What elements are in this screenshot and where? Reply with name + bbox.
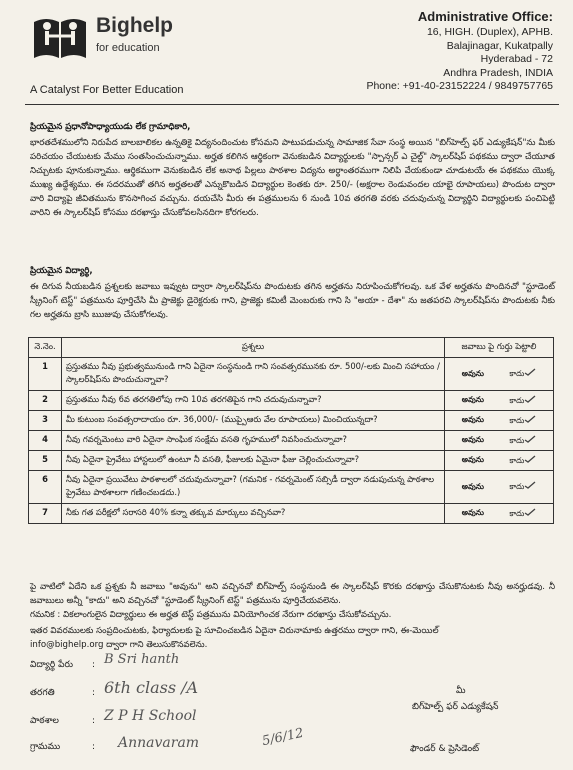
signoff-organization: బిగ్‌హెల్ప్ ఫర్ ఎడ్యుకేషన్	[412, 702, 499, 712]
table-row	[29, 391, 554, 411]
question-text: నీవు గవర్నమెంటు వారి ఏదైనా సాంఘిక సంక్షేమ వసతి గృహములో నివసించుచున్నావా?	[62, 431, 445, 451]
eligibility-table	[28, 337, 554, 524]
office-line: Hyderabad - 72	[480, 53, 553, 65]
table-row	[29, 504, 554, 524]
question-number: 4	[29, 431, 62, 451]
answer-options	[449, 455, 549, 467]
answer-no-option[interactable]	[509, 481, 536, 493]
answer-yes-option[interactable]: అవును	[461, 481, 484, 491]
email-line: info@bighelp.org ద్వారా గాని తెలుసుకొనవలెను.	[30, 640, 208, 650]
answer-options	[449, 395, 549, 407]
village-colon: :	[92, 742, 96, 752]
answer-no-label: కాదు	[509, 369, 525, 378]
answer-no-label: కాదు	[509, 415, 525, 425]
school-colon: :	[92, 716, 96, 726]
answer-no-option[interactable]	[509, 395, 536, 407]
answer-options	[449, 368, 549, 380]
checkmark-icon	[524, 481, 536, 489]
office-line: 16, HIGH. (Duplex), APHB.	[426, 26, 553, 38]
office-title: Administrative Office:	[417, 9, 553, 24]
class-colon: :	[92, 688, 96, 698]
note-text: గమనిక : వికలాంగులైన విద్యార్థులు ఈ అర్హత టెస్ట్ పత్రమును వినియోగించక నేరుగా దరఖాస్తు చేసుకోవచ్చును.	[30, 610, 392, 620]
table-row	[29, 431, 554, 451]
answer-cell	[445, 504, 554, 524]
checkmark-icon	[524, 368, 536, 376]
checkmark-icon	[524, 508, 536, 516]
answer-yes-option[interactable]: అవును	[461, 415, 484, 424]
answer-yes-option[interactable]: అవును	[461, 368, 484, 378]
contact-paragraph: ఇతర వివరములకు సంప్రదించుటకు, ఫిర్యాదులకు పై సూచించబడిన ఏదైనా చిరునామాకు ఉత్తరము ద్వారా గాని, ఈ-మెయిల్	[30, 626, 439, 636]
answer-cell	[445, 471, 554, 504]
checkmark-icon	[524, 395, 536, 403]
village-label: గ్రామము	[30, 742, 61, 752]
header-divider	[25, 104, 559, 105]
table-header-row	[29, 338, 554, 358]
signoff-yours: మీ	[456, 686, 466, 696]
village-field[interactable]: Annavaram	[118, 735, 200, 751]
answer-cell	[445, 391, 554, 411]
date-field[interactable]: 5/6/12	[260, 725, 305, 750]
answer-no-option[interactable]	[509, 368, 536, 380]
signoff-title: ఫౌండర్ & ప్రెసిడెంట్	[410, 744, 480, 754]
office-line: Andhra Pradesh, INDIA	[443, 66, 553, 79]
eligibility-instruction: పై వాటిలో ఏదేని ఒక ప్రశ్నకు నీ జవాబు "అవును" అని వచ్చినచో బిగ్‌హెల్ప్ సంస్థనుండి ఈ స్కాలర్‌షిప్ కొరకు దరఖాస్తు చేసుకొనుటకు నీవు అనర్హుడవు. నీ జవాబులు అన్నీ "కాదు" అని వచ్చినచో "స్టూడెంట్ స్క్రీనింగ్ టెస్ట్" పత్రమును పూర్తిచేయవలెను.	[30, 582, 555, 606]
brand-name: Bighelp	[96, 14, 173, 37]
question-number: 5	[29, 451, 62, 471]
answer-options	[449, 435, 549, 447]
question-number: 2	[29, 391, 62, 411]
answer-cell	[445, 431, 554, 451]
answer-no-label: కాదు	[509, 395, 525, 405]
answer-yes-option[interactable]: అవును	[461, 508, 484, 517]
answer-no-option[interactable]	[509, 508, 536, 520]
answer-options	[449, 415, 549, 427]
bighelp-logo-icon	[30, 12, 90, 62]
checkmark-icon	[524, 435, 536, 443]
class-label: తరగతి	[30, 688, 55, 698]
question-text: ప్రస్తుతము నీవు ప్రభుత్వమునుండి గాని ఏదైనా సంస్థనుండి గాని సంవత్సరమునకు రూ. 500/-లకు మించి సహాయం / స్కాలర్‌షిప్‌ను పొందుచున్నావా?	[62, 358, 445, 391]
answer-no-option[interactable]	[509, 455, 536, 467]
question-text: నీవు ఏదైనా ప్రైవేటు హాస్టలులో ఉంటూ నీ వసతి, ఫీజులకు ఏమైనా ఫీజు చెల్లించుచున్నావా?	[62, 451, 445, 471]
answer-no-label: కాదు	[509, 435, 525, 445]
office-address	[366, 8, 553, 94]
answer-cell	[445, 451, 554, 471]
question-number: 3	[29, 411, 62, 431]
answer-yes-option[interactable]: అవును	[461, 455, 484, 464]
answer-no-option[interactable]	[509, 435, 536, 447]
answer-no-label: కాదు	[509, 482, 525, 491]
question-number: 6	[29, 471, 62, 504]
question-number: 7	[29, 504, 62, 524]
student-paragraph: ఈ దిగువ నీయబడిన ప్రశ్నలకు జవాబు ఇవ్వుట ద్వారా స్కాలర్‌షిప్‌ను పొందుటకు తగిన అర్హతను నిరూపించుకోగలవు. ఒక వేళ అర్హతను పొందినచో "స్టూడెంట్ స్క్రీనింగ్ టెస్ట్" పత్రమును పూర్తిచేసి మీ ప్రాజెక్టు డైరెక్టరుకు గాని, ప్రాజెక్టు కమిటీ మెంబరుకు గాని సి "అయా - దేశా" ను జతపరచి స్కాలర్‌షిప్‌ను పొందుటకు నీకు గల అర్హతను బ్రాసి ఋజువు చేసుకోగలవు.	[30, 282, 555, 320]
name-colon: :	[92, 660, 96, 670]
question-text: మీ కుటుంబ సంవత్సరాదాయం రూ. 36,000/- (ముప్పైఆరు వేల రూపాయలు) మించియున్నదా?	[62, 411, 445, 431]
table-row	[29, 451, 554, 471]
school-field[interactable]: Z P H School	[104, 708, 197, 724]
question-number: 1	[29, 358, 62, 391]
salutation-student: ప్రియమైన విద్యార్థి,	[30, 266, 93, 276]
question-text: ప్రస్తుతము నీవు 6వ తరగతిలోపు గాని 10వ తరగతిపైన గాని చదువుచున్నావా?	[62, 391, 445, 411]
answer-yes-option[interactable]: అవును	[461, 395, 484, 404]
class-field[interactable]: 6th class /A	[104, 678, 199, 697]
answer-options	[449, 508, 549, 520]
brand-subtitle: for education	[96, 42, 160, 54]
table-row	[29, 358, 554, 391]
checkmark-icon	[524, 455, 536, 463]
name-label: విద్యార్థి పేరు	[30, 660, 73, 670]
office-line: Balajinagar, Kukatpally	[446, 39, 553, 52]
answer-cell	[445, 358, 554, 391]
answer-no-label: కాదు	[509, 455, 525, 465]
table-row	[29, 471, 554, 504]
checkmark-icon	[524, 415, 536, 423]
answer-yes-option[interactable]: అవును	[461, 435, 484, 444]
office-phone: Phone: +91-40-23152224 / 9849757765	[366, 80, 553, 92]
col-header-answer: జవాబు పై గుర్తు పెట్టాలి	[445, 338, 554, 358]
table-row	[29, 411, 554, 431]
question-text: నీవు ఏదైనా ప్రయివేటు పాఠశాలలో చదువుచున్నావా? (గమనిక - గవర్నమెంట్ సబ్సిడీ ద్వారా నడుపుచున్న పాఠశాల ప్రైవేటు పాఠశాలగా గణించబడదు.)	[62, 471, 445, 504]
question-text: నీకు గత పరీక్షలో సరాసరి 40% కన్నా తక్కువ మార్కులు వచ్చినవా?	[62, 504, 445, 524]
answer-cell	[445, 411, 554, 431]
col-header-number: నె.నెం.	[29, 338, 62, 358]
tagline: A Catalyst For Better Education	[30, 84, 184, 96]
answer-no-option[interactable]	[509, 415, 536, 427]
school-label: పాఠశాల	[30, 716, 59, 726]
salutation-headmaster: ప్రియమైన ప్రధానోపాధ్యాయుడు లేక గ్రామాధికారి,	[30, 122, 191, 132]
intro-paragraph: భారతదేశములోని నిరుపేద బాలబాలికల ఉన్నతికై విద్యనందించుట కోసమని పాటుపడుచున్న సామాజిక సేవా సంస్థ అయిన "బిగ్‌హెల్ప్ ఫర్ ఎడ్యుకేషన్"ను మీకు పరిచయం చేయుటకు మేము సంతసించుచున్నాము. అర్హత కలిగిన ఆర్థికంగా వెనుకబడిన విద్యార్థులకు "స్పాన్సర్ ఎ చైల్డ్" స్కాలర్‌షిప్ పథకము ద్వారా చేయూత నిచ్చుటకు పూనుకున్నాము. ఆర్థికముగా వెనుకబడిన లేక అనాథ పిల్లలు పాఠశాల విద్యను అర్థాంతరముగా నిలిపి వేయకుండా చూడుటయే ఈ పథకము యొక్క ముఖ్య ఉద్దేశ్యము. ఈ సదరముతో తగిన అర్హతలతో ఎన్నుకొబడిన విద్యార్థుల కెంతకు రూ. 250/- (అక్షరాల రెండువందల యాభై రూపాయలు) పొందుట ద్వారా వారి విద్యాపై జీవితమును కొనసాగించ వచ్చును. దయచేసి మీరు ఈ పత్రములను 6 నుండి 10వ తరగతి వరకు చదువుచున్న విద్యార్థిని విద్యార్థులకు పంచిపెట్టి వారిని ఈ స్కాలర్‌షిప్ కోసము దరఖాస్తు చేసుకోవలసినదిగా కోరగలరు.	[30, 138, 555, 218]
answer-no-label: కాదు	[509, 508, 525, 518]
answer-options	[449, 481, 549, 493]
name-field[interactable]: B Sri hanth	[104, 652, 180, 667]
col-header-question: ప్రశ్నలు	[62, 338, 445, 358]
